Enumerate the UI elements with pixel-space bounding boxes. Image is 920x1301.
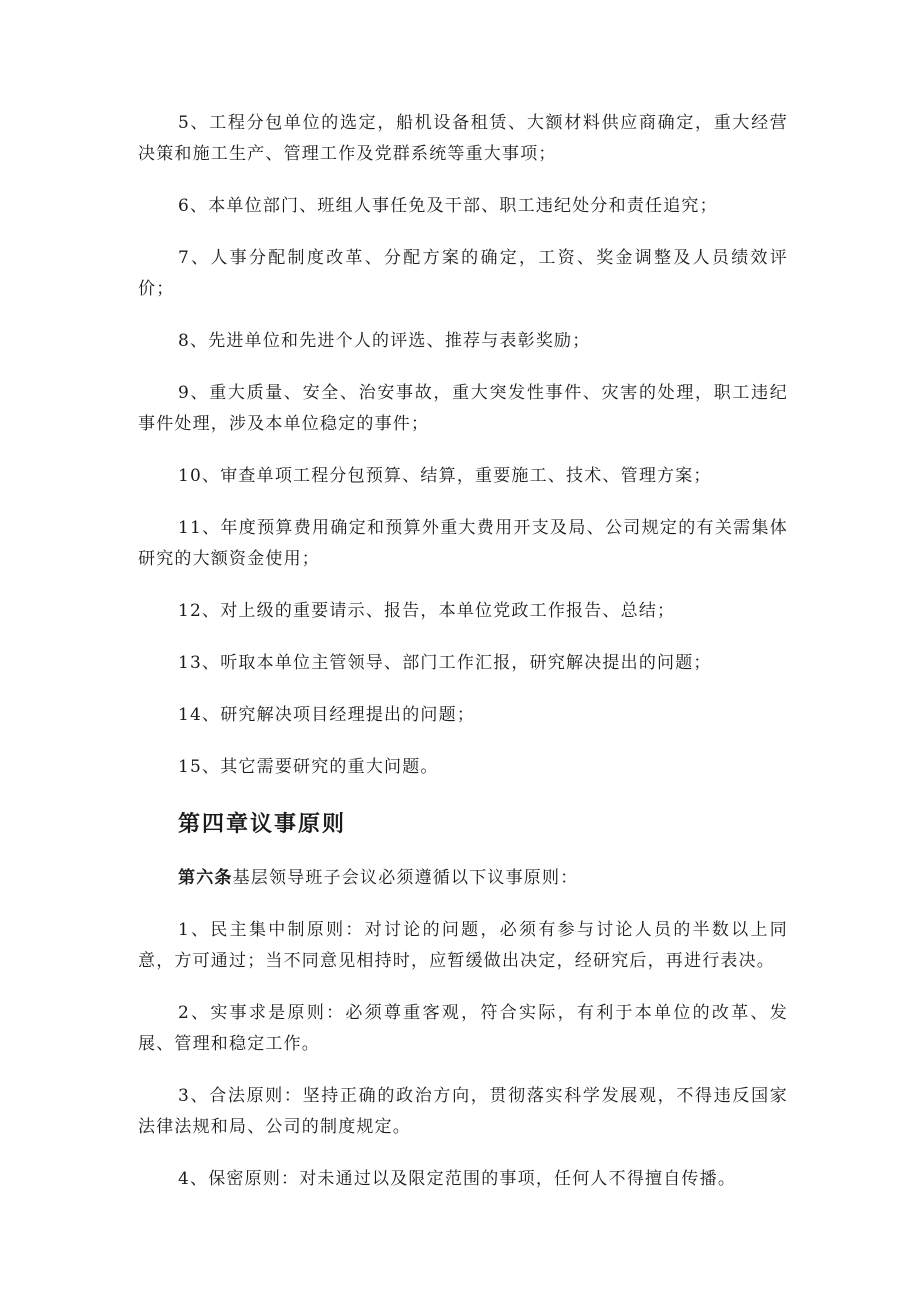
list-item: 7、人事分配制度改革、分配方案的确定，工资、奖金调整及人员绩效评价； bbox=[138, 248, 788, 299]
list-item: 9、重大质量、安全、治安事故，重大突发性事件、灾害的处理，职工违纪事件处理，涉及本单位稳定的事件； bbox=[138, 383, 788, 434]
principle-item: 1、民主集中制原则：对讨论的问题，必须有参与讨论人员的半数以上同意，方可通过；当不同意见相持时，应暂缓做出决定，经研究后，再进行表决。 bbox=[138, 920, 788, 971]
list-item: 15、其它需要研究的重大问题。 bbox=[178, 757, 439, 777]
principle-item: 3、合法原则：坚持正确的政治方向，贯彻落实科学发展观，不得违反国家法律法规和局、公司的制度规定。 bbox=[138, 1086, 788, 1137]
chapter-title: 第四章议事原则 bbox=[178, 811, 347, 837]
list-item: 6、本单位部门、班组人事任免及干部、职工违纪处分和责任追究； bbox=[178, 196, 718, 216]
principle-item: 2、实事求是原则：必须尊重客观，符合实际，有利于本单位的改革、发展、管理和稳定工作。 bbox=[138, 1003, 788, 1054]
article-text: 基层领导班子会议必须遵循以下议事原则： bbox=[232, 868, 579, 888]
list-item: 13、听取本单位主管领导、部门工作汇报，研究解决提出的问题； bbox=[178, 653, 712, 673]
list-item: 14、研究解决项目经理提出的问题； bbox=[178, 705, 476, 725]
principle-item: 4、保密原则：对未通过以及限定范围的事项，任何人不得擅自传播。 bbox=[178, 1169, 737, 1189]
list-item: 8、先进单位和先进个人的评选、推荐与表彰奖励； bbox=[178, 331, 591, 351]
list-item: 12、对上级的重要请示、报告，本单位党政工作报告、总结； bbox=[178, 601, 676, 621]
article-paragraph bbox=[138, 863, 788, 894]
article-label: 第六条 bbox=[178, 868, 233, 888]
list-item: 5、工程分包单位的选定，船机设备租赁、大额材料供应商确定，重大经营决策和施工生产、管理工作及党群系统等重大事项； bbox=[138, 113, 788, 164]
document-page bbox=[138, 108, 788, 1195]
list-item: 11、年度预算费用确定和预算外重大费用开支及局、公司规定的有关需集体研究的大额资金使用； bbox=[138, 518, 788, 569]
list-item: 10、审查单项工程分包预算、结算，重要施工、技术、管理方案； bbox=[178, 466, 712, 486]
